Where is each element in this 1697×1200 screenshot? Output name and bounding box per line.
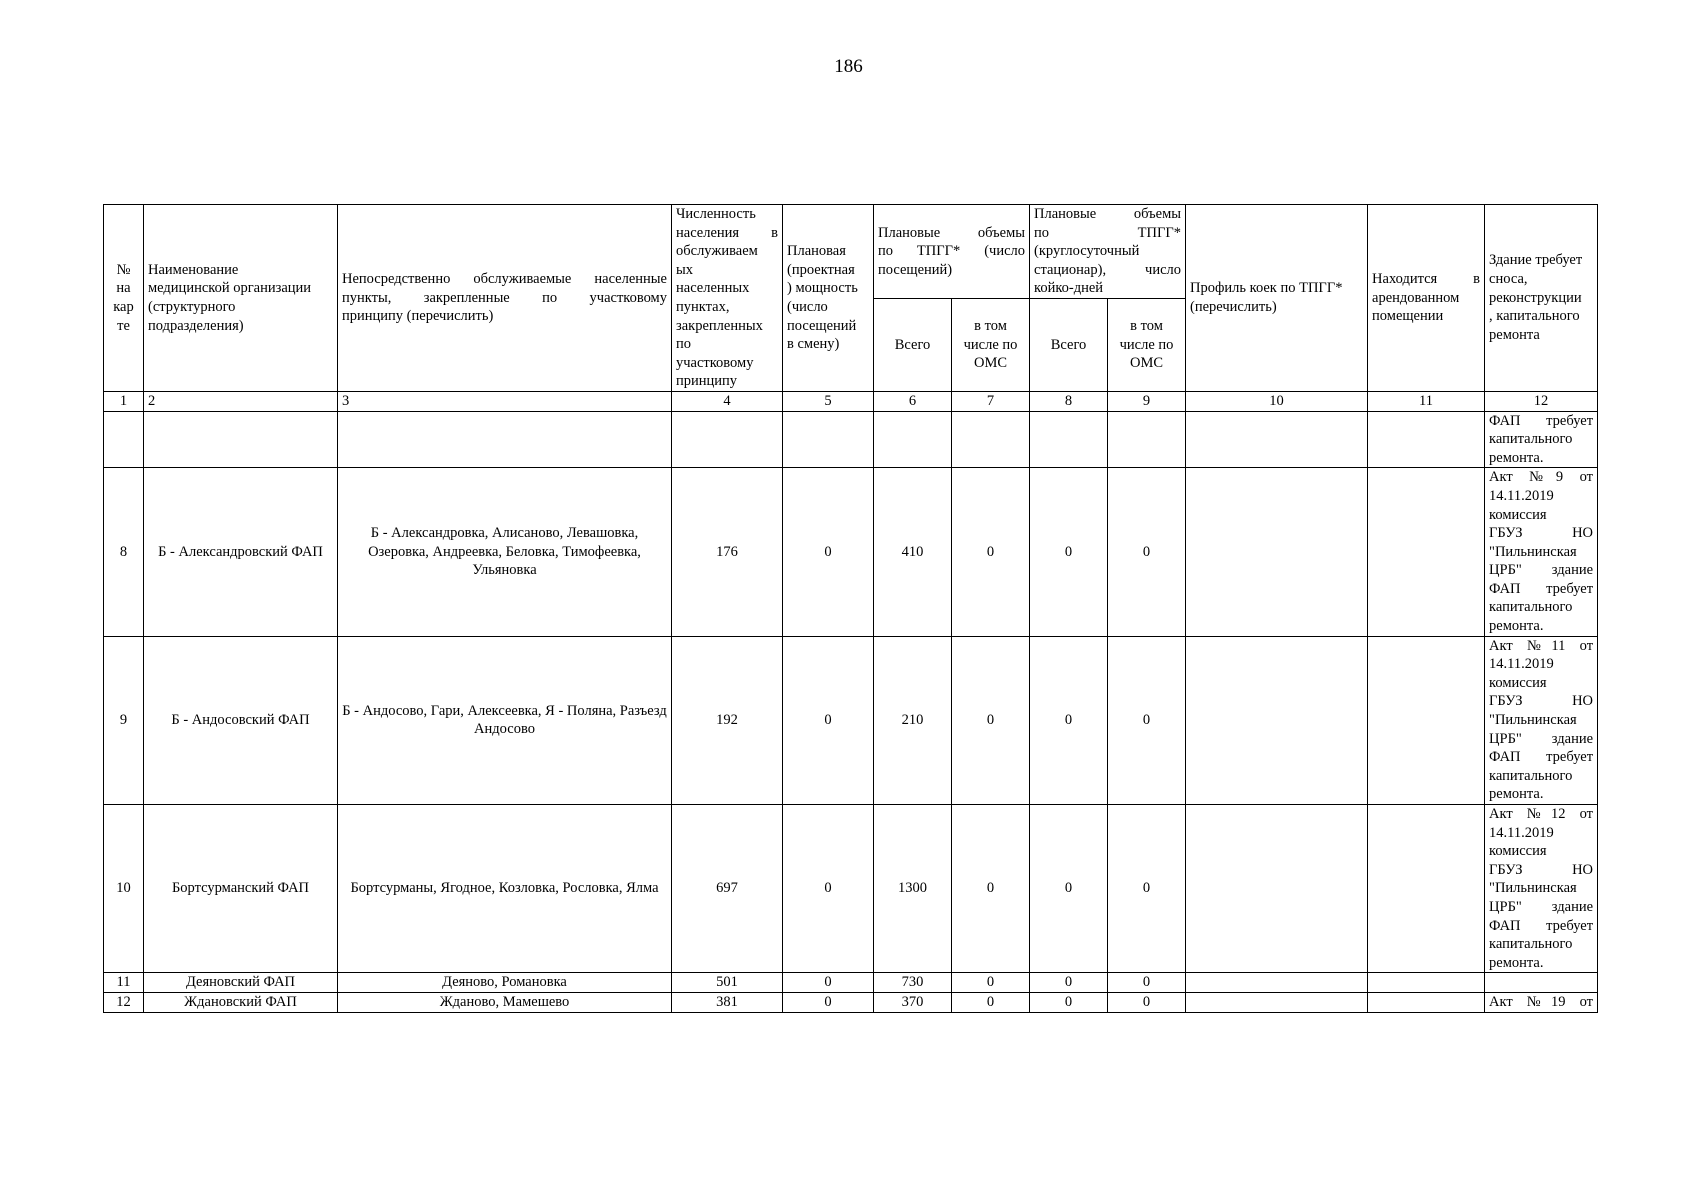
column-number: 12 xyxy=(1485,391,1598,411)
header-row-top xyxy=(104,205,1598,299)
header-col-3: Непосредственно обслуживаемые населенные пункты, закрепленные по участковому принципу (перечислить) xyxy=(338,205,672,392)
table-row xyxy=(104,636,1598,804)
cell-note: ФАП требует капитального ремонта. xyxy=(1485,411,1598,468)
cell-empty xyxy=(874,411,952,468)
cell-empty xyxy=(104,411,144,468)
header-col-9: в том числе по ОМС xyxy=(1108,298,1186,391)
cell-empty xyxy=(952,411,1030,468)
cell-points: Деяново, Романовка xyxy=(338,973,672,993)
cell-visits-total: 1300 xyxy=(874,805,952,973)
cell-visits-oms: 0 xyxy=(952,636,1030,804)
cell-empty xyxy=(1368,411,1485,468)
cell-points: Бортсурманы, Ягодное, Козловка, Рословка, Ялма xyxy=(338,805,672,973)
cell-empty xyxy=(1186,411,1368,468)
cell-profile xyxy=(1186,992,1368,1012)
cell-rented xyxy=(1368,636,1485,804)
column-number: 4 xyxy=(672,391,783,411)
cell-note: Акт №19 от xyxy=(1485,992,1598,1012)
cell-beds-oms: 0 xyxy=(1108,636,1186,804)
header-col-5: Плановая (проектная ) мощность (число посещений в смену) xyxy=(783,205,874,392)
cell-profile xyxy=(1186,973,1368,993)
header-col-1: № на кар те xyxy=(104,205,144,392)
cell-points: Жданово, Мамешево xyxy=(338,992,672,1012)
header-col-12: Здание требует сноса, реконструкции , капитального ремонта xyxy=(1485,205,1598,392)
cell-rented xyxy=(1368,468,1485,636)
cell-visits-total: 730 xyxy=(874,973,952,993)
table-row-continuation xyxy=(104,411,1598,468)
header-col-10: Профиль коек по ТПГГ* (перечислить) xyxy=(1186,205,1368,392)
cell-visits-oms: 0 xyxy=(952,805,1030,973)
cell-capacity: 0 xyxy=(783,805,874,973)
cell-population: 697 xyxy=(672,805,783,973)
cell-num: 9 xyxy=(104,636,144,804)
cell-beds-oms: 0 xyxy=(1108,468,1186,636)
column-number: 10 xyxy=(1186,391,1368,411)
column-number: 2 xyxy=(144,391,338,411)
cell-beds-total: 0 xyxy=(1030,468,1108,636)
cell-name: Бортсурманский ФАП xyxy=(144,805,338,973)
cell-note: Акт №12 от 14.11.2019 комиссия ГБУЗ НО "Пильнинская ЦРБ" здание ФАП требует капитального ремонта. xyxy=(1485,805,1598,973)
column-number: 9 xyxy=(1108,391,1186,411)
cell-beds-total: 0 xyxy=(1030,992,1108,1012)
column-number: 1 xyxy=(104,391,144,411)
header-col-2: Наименование медицинской организации (структурного подразделения) xyxy=(144,205,338,392)
table-row xyxy=(104,805,1598,973)
cell-visits-oms: 0 xyxy=(952,973,1030,993)
cell-num: 8 xyxy=(104,468,144,636)
cell-capacity: 0 xyxy=(783,973,874,993)
cell-beds-oms: 0 xyxy=(1108,973,1186,993)
header-col-6: Всего xyxy=(874,298,952,391)
fap-table xyxy=(103,204,1598,1013)
cell-note: Акт №11 от 14.11.2019 комиссия ГБУЗ НО "Пильнинская ЦРБ" здание ФАП требует капитального ремонта. xyxy=(1485,636,1598,804)
column-number: 6 xyxy=(874,391,952,411)
cell-note: Акт №9 от 14.11.2019 комиссия ГБУЗ НО "Пильнинская ЦРБ" здание ФАП требует капитального ремонта. xyxy=(1485,468,1598,636)
page-number: 186 xyxy=(834,56,863,77)
header-col-7: в том числе по ОМС xyxy=(952,298,1030,391)
cell-empty xyxy=(672,411,783,468)
cell-population: 501 xyxy=(672,973,783,993)
cell-empty xyxy=(1030,411,1108,468)
table-row xyxy=(104,468,1598,636)
cell-rented xyxy=(1368,992,1485,1012)
cell-visits-oms: 0 xyxy=(952,468,1030,636)
cell-visits-total: 370 xyxy=(874,992,952,1012)
cell-empty xyxy=(1108,411,1186,468)
cell-visits-total: 210 xyxy=(874,636,952,804)
cell-beds-total: 0 xyxy=(1030,973,1108,993)
cell-empty xyxy=(338,411,672,468)
cell-visits-oms: 0 xyxy=(952,992,1030,1012)
cell-beds-oms: 0 xyxy=(1108,992,1186,1012)
column-number: 8 xyxy=(1030,391,1108,411)
cell-capacity: 0 xyxy=(783,992,874,1012)
column-number: 5 xyxy=(783,391,874,411)
cell-rented xyxy=(1368,973,1485,993)
header-col-6-7-group: Плановые объемы по ТПГГ* (число посещений) xyxy=(874,205,1030,299)
cell-beds-oms: 0 xyxy=(1108,805,1186,973)
cell-name: Б - Андосовский ФАП xyxy=(144,636,338,804)
header-col-4: Численность населения в обслуживаем ых населенных пунктах, закрепленных по участковому принципу xyxy=(672,205,783,392)
header-col-8-9-group: Плановые объемы по ТПГГ* (круглосуточный стационар), число койко-дней xyxy=(1030,205,1186,299)
cell-name: Б - Александровский ФАП xyxy=(144,468,338,636)
cell-empty xyxy=(144,411,338,468)
cell-points: Б - Александровка, Алисаново, Левашовка, Озеровка, Андреевка, Беловка, Тимофеевка, Ульяновка xyxy=(338,468,672,636)
cell-note xyxy=(1485,973,1598,993)
cell-num: 10 xyxy=(104,805,144,973)
cell-name: Ждановский ФАП xyxy=(144,992,338,1012)
header-col-8: Всего xyxy=(1030,298,1108,391)
header-col-11: Находится в арендованном помещении xyxy=(1368,205,1485,392)
cell-profile xyxy=(1186,636,1368,804)
cell-num: 12 xyxy=(104,992,144,1012)
cell-beds-total: 0 xyxy=(1030,805,1108,973)
table-row xyxy=(104,992,1598,1012)
cell-beds-total: 0 xyxy=(1030,636,1108,804)
column-number: 11 xyxy=(1368,391,1485,411)
cell-num: 11 xyxy=(104,973,144,993)
cell-profile xyxy=(1186,805,1368,973)
column-number: 3 xyxy=(338,391,672,411)
cell-population: 381 xyxy=(672,992,783,1012)
cell-name: Деяновский ФАП xyxy=(144,973,338,993)
cell-capacity: 0 xyxy=(783,636,874,804)
column-number: 7 xyxy=(952,391,1030,411)
cell-empty xyxy=(783,411,874,468)
cell-population: 192 xyxy=(672,636,783,804)
cell-rented xyxy=(1368,805,1485,973)
table-row xyxy=(104,973,1598,993)
cell-visits-total: 410 xyxy=(874,468,952,636)
cell-capacity: 0 xyxy=(783,468,874,636)
cell-points: Б - Андосово, Гари, Алексеевка, Я - Поляна, Разъезд Андосово xyxy=(338,636,672,804)
cell-profile xyxy=(1186,468,1368,636)
column-number-row xyxy=(104,391,1598,411)
cell-population: 176 xyxy=(672,468,783,636)
